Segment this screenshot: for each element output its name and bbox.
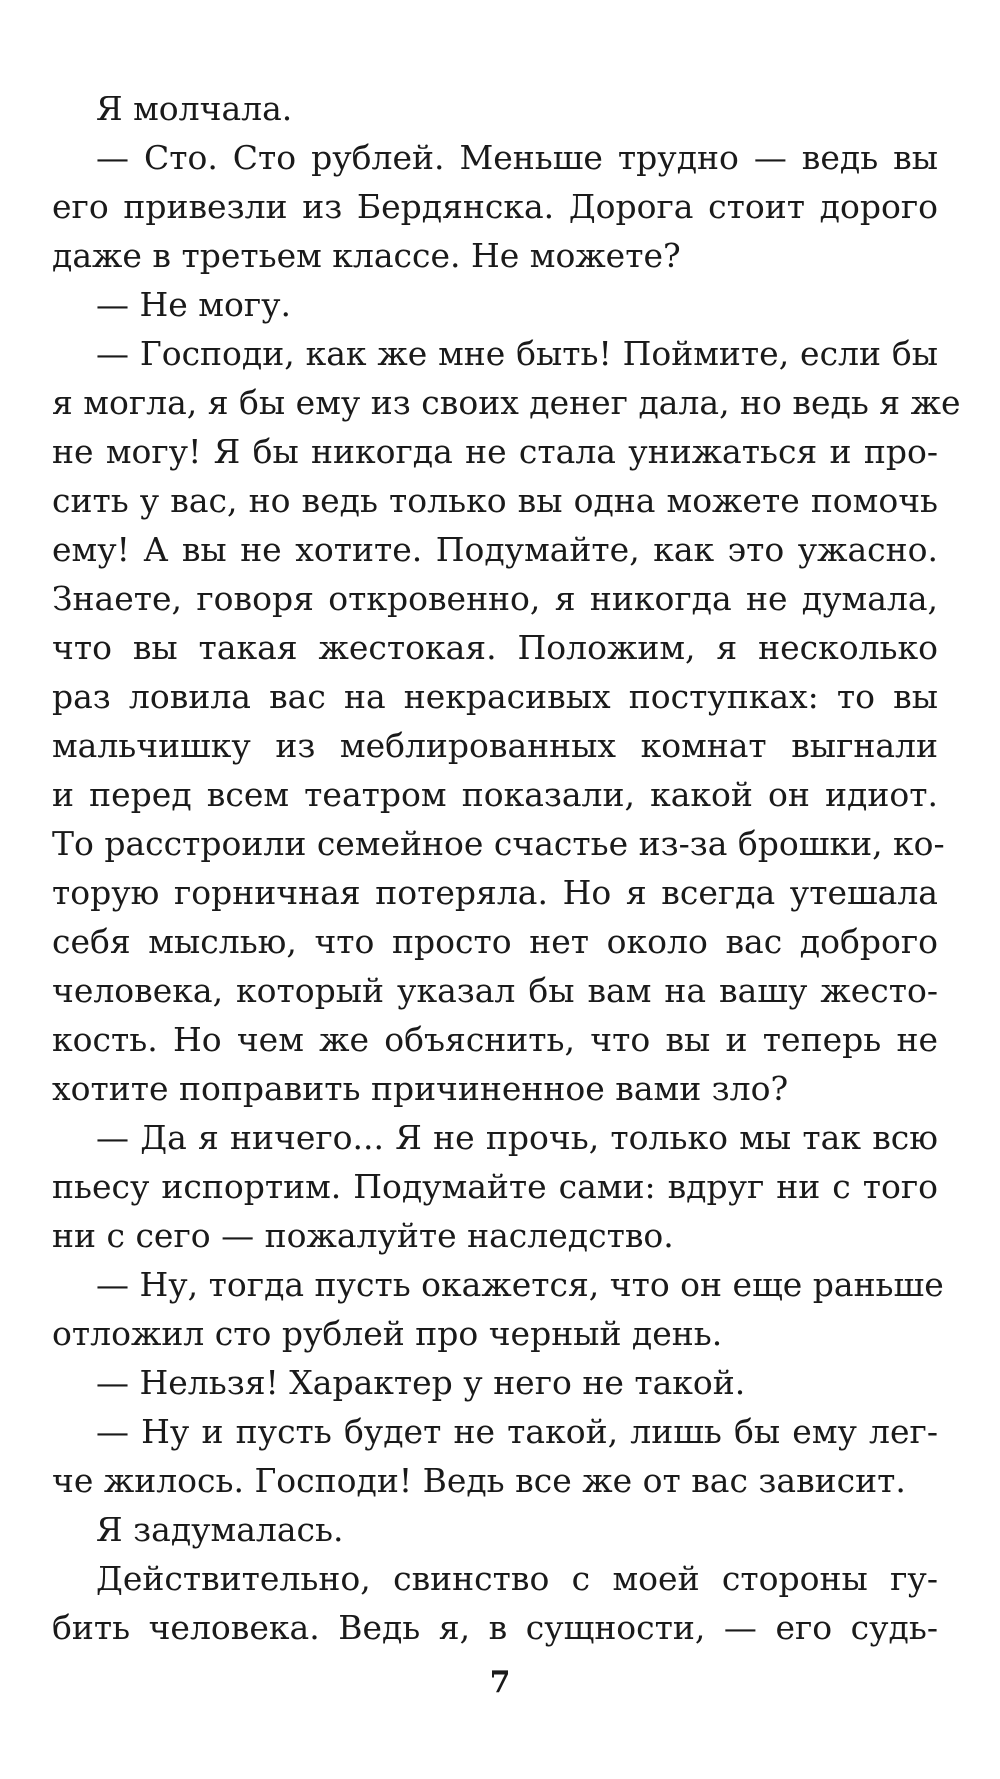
text-line: — Ну и пусть будет не такой, лишь бы ему лег- <box>96 1412 938 1451</box>
text-line: человека, который указал бы вам на вашу жесто- <box>52 971 938 1010</box>
text-line: ни с сего — пожалуйте наследство. <box>52 1216 674 1255</box>
text-line: кость. Но чем же объяснить, что вы и теперь не <box>52 1020 938 1059</box>
text-line: пьесу испортим. Подумайте сами: вдруг ни с того <box>52 1167 938 1206</box>
text-line: То расстроили семейное счастье из-за брошки, ко- <box>52 824 945 863</box>
text-line: че жилось. Господи! Ведь все же от вас зависит. <box>52 1461 906 1500</box>
text-line: ему! А вы не хотите. Подумайте, как это ужасно. <box>52 530 938 569</box>
text-line: торую горничная потеряла. Но я всегда утешала <box>52 873 938 912</box>
text-line: что вы такая жестокая. Положим, я несколько <box>52 628 938 667</box>
text-line: и перед всем театром показали, какой он идиот. <box>52 775 938 814</box>
text-line: Я задумалась. <box>96 1510 344 1549</box>
text-line: мальчишку из меблированных комнат выгнали <box>52 726 938 765</box>
text-line: — Сто. Сто рублей. Меньше трудно — ведь вы <box>96 138 938 177</box>
text-line: даже в третьем классе. Не можете? <box>52 236 681 275</box>
text-line: бить человека. Ведь я, в сущности, — его судь- <box>52 1608 938 1647</box>
text-line: — Не могу. <box>96 285 292 324</box>
page-number: 7 <box>489 1665 511 1700</box>
text-line: его привезли из Бердянска. Дорога стоит дорого <box>52 187 938 226</box>
text-line: хотите поправить причиненное вами зло? <box>52 1069 789 1108</box>
text-line: — Господи, как же мне быть! Поймите, если бы <box>96 334 938 373</box>
text-line: себя мыслью, что просто нет около вас доброго <box>52 922 938 961</box>
text-line: я могла, я бы ему из своих денег дала, но ведь я же <box>52 383 961 422</box>
text-line: отложил сто рублей про черный день. <box>52 1314 723 1353</box>
text-line: — Да я ничего... Я не прочь, только мы так всю <box>96 1118 938 1157</box>
body-text <box>52 84 961 1652</box>
text-line: Действительно, свинство с моей стороны гу- <box>96 1559 938 1598</box>
text-line: раз ловила вас на некрасивых поступках: то вы <box>52 677 938 716</box>
text-line: не могу! Я бы никогда не стала унижаться и про- <box>52 432 938 471</box>
text-line: Я молчала. <box>96 89 293 128</box>
text-line: Знаете, говоря откровенно, я никогда не думала, <box>52 579 938 618</box>
text-line: — Нельзя! Характер у него не такой. <box>96 1363 746 1402</box>
text-line: — Ну, тогда пусть окажется, что он еще раньше <box>96 1265 944 1304</box>
text-line: сить у вас, но ведь только вы одна можете помочь <box>52 481 938 520</box>
